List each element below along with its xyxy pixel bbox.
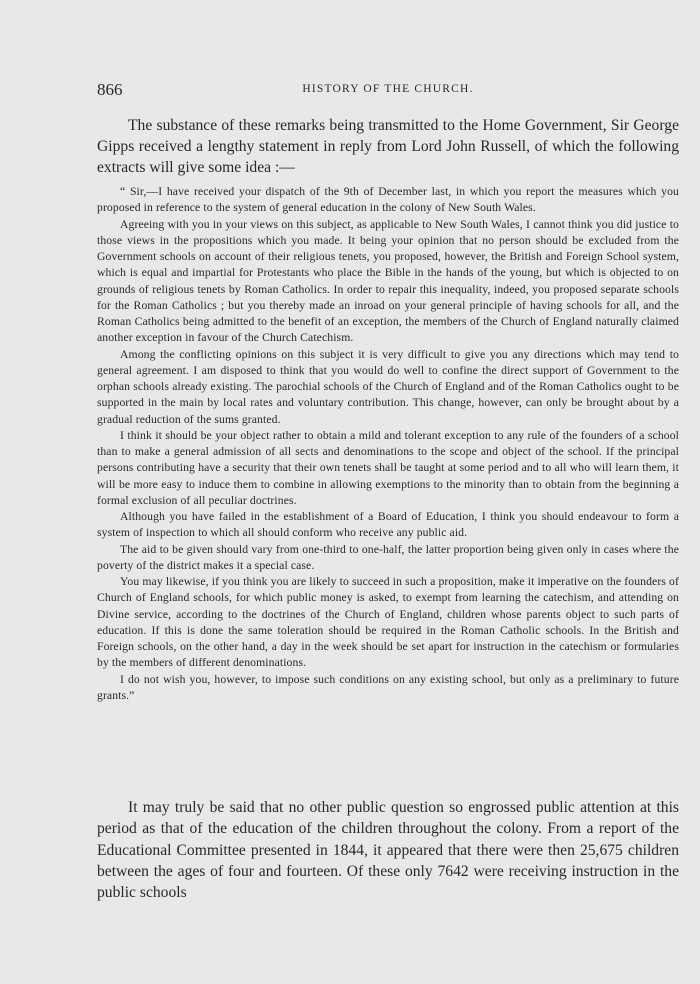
- letter-paragraph: Among the conflicting opinions on this subject it is very difficult to give you any directions which may tend to general agreement. I am disposed to think that you would do well to confine the direct support of Government to the orphan schools already existing. The parochial schools of the Church of England and of the Roman Catholics ought to be supported in the main by local rates and voluntary contribution. This change, however, can only be brought about by a gradual reduction of the sums granted.: [97, 347, 679, 426]
- letter-paragraph: Agreeing with you in your views on this subject, as applicable to New South Wales, I cannot think you did justice to those views in the propositions which you made. It being your opinion that no person should be excluded from the Government schools on account of their religious tenets, you proposed, however, the British and Foreign School system, which is equal and impartial for Protestants who place the Bible in the hands of the young, but which is objected to on grounds of religious tenets by Roman Catholics. In order to repair this inequality, indeed, you proposed separate schools for the Roman Catholics ; but you thereby made an inroad on your general principle of having schools for all, and the Roman Catholics being admitted to the benefit of an exception, the members of the Church of England naturally claimed another exception in favour of the Church Catechism.: [97, 217, 679, 345]
- letter-paragraph: Although you have failed in the establishment of a Board of Education, I think you should endeavour to form a system of inspection to which all should conform who receive any public aid.: [97, 510, 679, 540]
- intro-paragraph: The substance of these remarks being transmitted to the Home Government, Sir George Gipps received a lengthy statement in reply from Lord John Russell, of which the following extracts will give some idea :—: [97, 117, 679, 176]
- page-number: 866: [97, 80, 123, 99]
- letter-paragraph: I think it should be your object rather to obtain a mild and tolerant exception to any rule of the founders of a school than to make a general admission of all sects and denominations to the scope and object of the school. If the principal persons contributing have a security that their own tenets shall be taught at some period and to all who will learn them, it will be more easy to induce them to combine in allowing exemptions to the minority than to obtain from the beginning a formal exclusion of all peculiar doctrines.: [97, 428, 679, 507]
- page-header: [97, 80, 679, 102]
- letter-paragraph: “ Sir,—I have received your dispatch of the 9th of December last, in which you report the measures which you proposed in reference to the system of general education in the colony of New South Wales.: [97, 185, 679, 215]
- letter-paragraph: I do not wish you, however, to impose such conditions on any existing school, but only as a preliminary to future grants.”: [97, 672, 679, 702]
- closing-paragraph: It may truly be said that no other public question so engrossed public attention at this period as that of the education of the children throughout the colony. From a report of the Educational Committee presented in 1844, it appeared that there were then 25,675 children between the ages of four and fourteen. Of these only 7642 were receiving instruction in the public schools: [97, 799, 679, 902]
- letter-paragraph: You may likewise, if you think you are likely to succeed in such a proposition, make it imperative on the founders of Church of England schools, for which public money is asked, to exempt from learning the catechism, and attending on Divine service, according to the doctrines of the Church of England, children whose parents object to such parts of education. If this is done the same toleration should be required in the Roman Catholic schools. In the British and Foreign schools, on the other hand, a day in the week should be set apart for instruction in the catechism or formularies by the members of different denominations.: [97, 575, 679, 670]
- quoted-letter: [97, 184, 679, 704]
- running-head: HISTORY OF THE CHURCH.: [302, 83, 474, 95]
- letter-paragraph: The aid to be given should vary from one-third to one-half, the latter proportion being given only in cases where the poverty of the district makes it a special case.: [97, 542, 679, 572]
